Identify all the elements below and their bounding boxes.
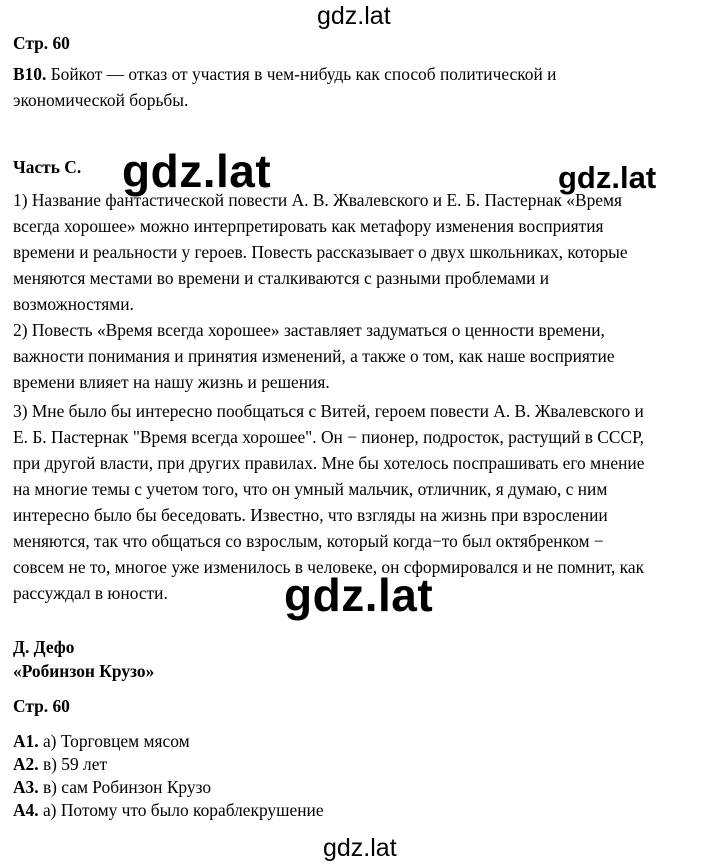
paragraph-line: возможностями. [13, 294, 134, 314]
answer-label: А1. [13, 731, 39, 751]
book-title: «Робинзон Крузо» [13, 661, 155, 681]
part-c-title: Часть С. [13, 157, 82, 177]
answer-text: а) Потому что было кораблекрушение [38, 800, 324, 820]
paragraph-line: 2) Повесть «Время всегда хорошее» заставляет задуматься о ценности времени, [13, 320, 605, 340]
watermark-mid-right: gdz.lat [558, 160, 657, 195]
paragraph-line: Е. Б. Пастернак "Время всегда хорошее". Он − пионер, подросток, растущий в СССР, [13, 427, 644, 447]
answer-a2 [13, 754, 107, 775]
b10-text-line2: экономической борьбы. [13, 90, 189, 110]
answer-label: А4. [13, 800, 39, 820]
answer-text: в) 59 лет [38, 754, 108, 774]
watermark-bottom: gdz.lat [323, 834, 397, 862]
paragraph-line: рассуждал в юности. [13, 583, 168, 603]
answer-label: А3. [13, 777, 39, 797]
page-number-header: Стр. 60 [13, 33, 70, 53]
answer-text: а) Торговцем мясом [38, 731, 190, 751]
paragraph-line: при другой власти, при других правилах. Мне бы хотелось поспрашивать его мнение [13, 453, 645, 473]
paragraph-line: всегда хорошее» можно интерпретировать как метафору изменения восприятия [13, 216, 604, 236]
part-c-paragraph-3 [13, 398, 713, 606]
paragraph-line: важности понимания и принятия изменений, а также о том, как наше восприятие [13, 346, 615, 366]
watermark-mid-left: gdz.lat [122, 145, 272, 197]
paragraph-line: совсем не то, многое уже изменилось в человеке, он сформировался и не помнит, как [13, 557, 645, 577]
b10-label: В10. [13, 64, 47, 84]
answer-label: А2. [13, 754, 39, 774]
b10-answer [13, 61, 713, 113]
watermark-top: gdz.lat [317, 2, 391, 30]
paragraph-line: 3) Мне было бы интересно пообщаться с Витей, героем повести А. В. Жвалевского и [13, 401, 644, 421]
answer-text: в) сам Робинзон Крузо [38, 777, 212, 797]
paragraph-line: времени влияет на нашу жизнь и решения. [13, 372, 330, 392]
part-c-paragraph-1 [13, 187, 713, 317]
book-author: Д. Дефо [13, 637, 75, 657]
b10-text-line1: Бойкот — отказ от участия в чем-нибудь как способ политической и [46, 64, 557, 84]
paragraph-line: 1) Название фантастической повести А. В. Жвалевского и Е. Б. Пастернак «Время [13, 190, 622, 210]
paragraph-line: на многие темы с учетом того, что он умный мальчик, отличник, я думаю, с ним [13, 479, 608, 499]
watermark-center: gdz.lat [284, 569, 434, 621]
answer-a4 [13, 800, 324, 821]
answer-a3 [13, 777, 211, 798]
paragraph-line: интересно было бы беседовать. Известно, что взгляды на жизнь при взрослении [13, 505, 608, 525]
part-c-paragraph-2 [13, 317, 713, 395]
paragraph-line: меняются, так что общаться со взрослым, который когда−то был октябренком − [13, 531, 604, 551]
page-number-header-2: Стр. 60 [13, 696, 70, 716]
answer-a1 [13, 731, 190, 752]
paragraph-line: времени и реальности у героев. Повесть рассказывает о двух школьниках, которые [13, 242, 628, 262]
paragraph-line: меняются местами во времени и сталкиваются с разными проблемами и [13, 268, 550, 288]
